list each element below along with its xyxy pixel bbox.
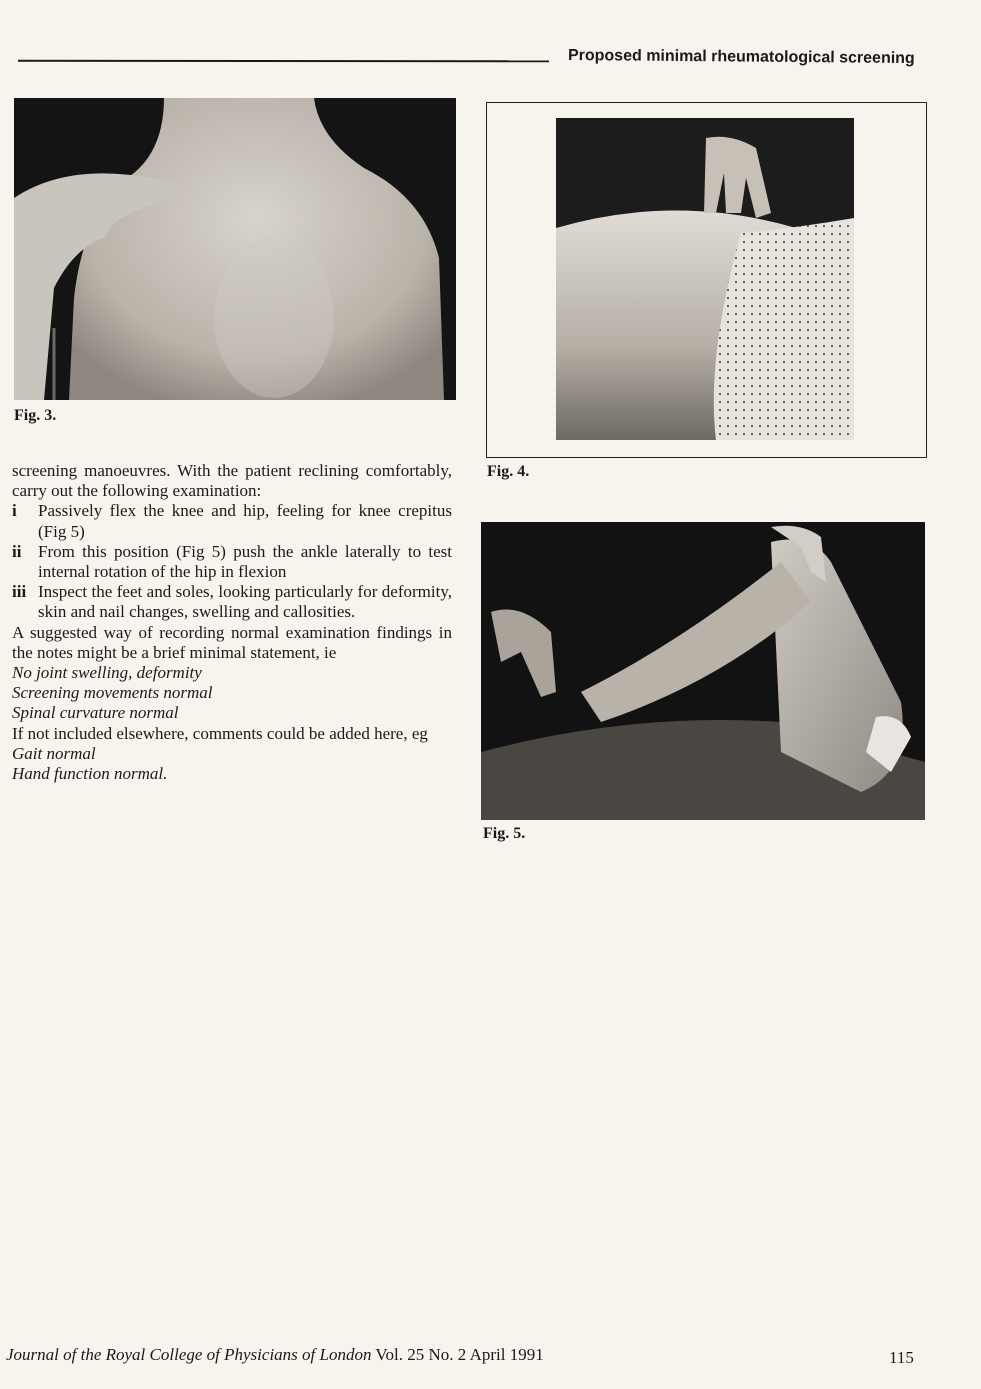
list-item-text: Passively flex the knee and hip, feeling for knee crepitus (Fig 5) [38, 501, 452, 541]
list-item-number: iii [12, 582, 27, 602]
figure-5-photo [481, 522, 925, 820]
journal-footer [6, 1345, 544, 1365]
body-text-column [12, 461, 452, 784]
list-item-number: ii [12, 541, 22, 561]
extra-line: Gait normal [12, 743, 96, 763]
example-line: No joint swelling, deformity [12, 663, 202, 683]
figure-4-caption: Fig. 4. [487, 463, 530, 480]
extra-line: Hand function normal. [12, 764, 168, 784]
list-item-number: i [12, 501, 17, 521]
header-rule [18, 60, 549, 62]
figure-4-photo [556, 118, 854, 440]
figure-3-caption: Fig. 3. [14, 407, 57, 424]
figure-5-caption: Fig. 5. [483, 825, 526, 842]
list-item-text: Inspect the feet and soles, looking particularly for deformity, skin and nail changes, swelling and callosities. [38, 582, 452, 622]
running-title: Proposed minimal rheumatological screening [567, 47, 915, 68]
list-item [12, 582, 452, 622]
intro-paragraph: screening manoeuvres. With the patient reclining comfortably, carry out the following examination: [12, 461, 452, 501]
example-line: Spinal curvature normal [12, 703, 179, 723]
comments-paragraph: If not included elsewhere, comments could be added here, eg [12, 723, 428, 743]
journal-volume: Vol. 25 No. 2 April 1991 [375, 1345, 544, 1364]
example-line: Screening movements normal [12, 683, 213, 703]
list-item [12, 501, 452, 541]
figure-3-photo [14, 98, 456, 400]
list-item-text: From this position (Fig 5) push the ankle laterally to test internal rotation of the hip in flexion [38, 541, 452, 582]
recording-paragraph: A suggested way of recording normal examination findings in the notes might be a brief minimal statement, ie [12, 622, 452, 662]
page-number: 115 [889, 1348, 914, 1367]
journal-title: Journal of the Royal College of Physicians of London [6, 1345, 372, 1364]
list-item [12, 542, 452, 582]
